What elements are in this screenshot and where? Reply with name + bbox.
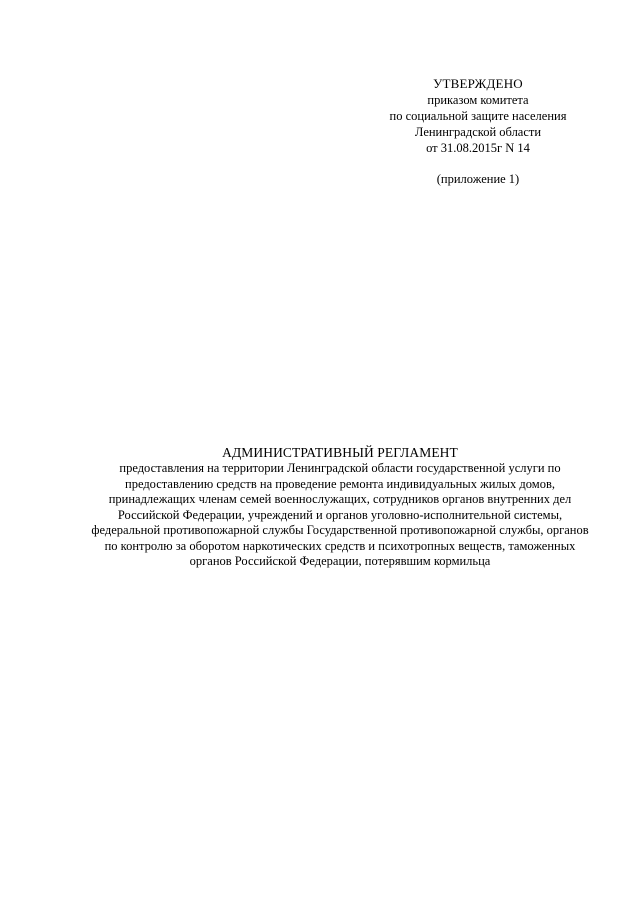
appendix-label: (приложение 1) <box>436 172 520 186</box>
regulation-line: Российской Федерации, учреждений и органов уголовно-исполнительной системы, <box>117 507 563 522</box>
approval-block <box>328 76 628 187</box>
regulation-line: предоставления на территории Ленинградской области государственной услуги по <box>119 461 561 475</box>
approval-title: УТВЕРЖДЕНО <box>433 76 523 91</box>
regulation-line: федеральной противопожарной службы Государственной противопожарной службы, органов <box>91 523 589 537</box>
approval-line-region: Ленинградской области <box>414 125 542 139</box>
regulation-line: по контролю за оборотом наркотических средств и психотропных веществ, таможенных <box>104 538 576 553</box>
regulation-line: принадлежащих членам семей военнослужащих, сотрудников органов внутренних дел <box>108 492 572 506</box>
approval-line-committee: по социальной защите населения <box>389 109 567 123</box>
regulation-block <box>40 445 640 570</box>
regulation-line: предоставлению средств на проведение ремонта индивидуальных жилых домов, <box>125 476 555 491</box>
regulation-line: органов Российской Федерации, потерявшим кормильца <box>189 554 491 568</box>
approval-line-date-number: от 31.08.2015г N 14 <box>426 141 530 155</box>
approval-line-order: приказом комитета <box>427 93 529 107</box>
regulation-heading: АДМИНИСТРАТИВНЫЙ РЕГЛАМЕНТ <box>222 445 458 460</box>
